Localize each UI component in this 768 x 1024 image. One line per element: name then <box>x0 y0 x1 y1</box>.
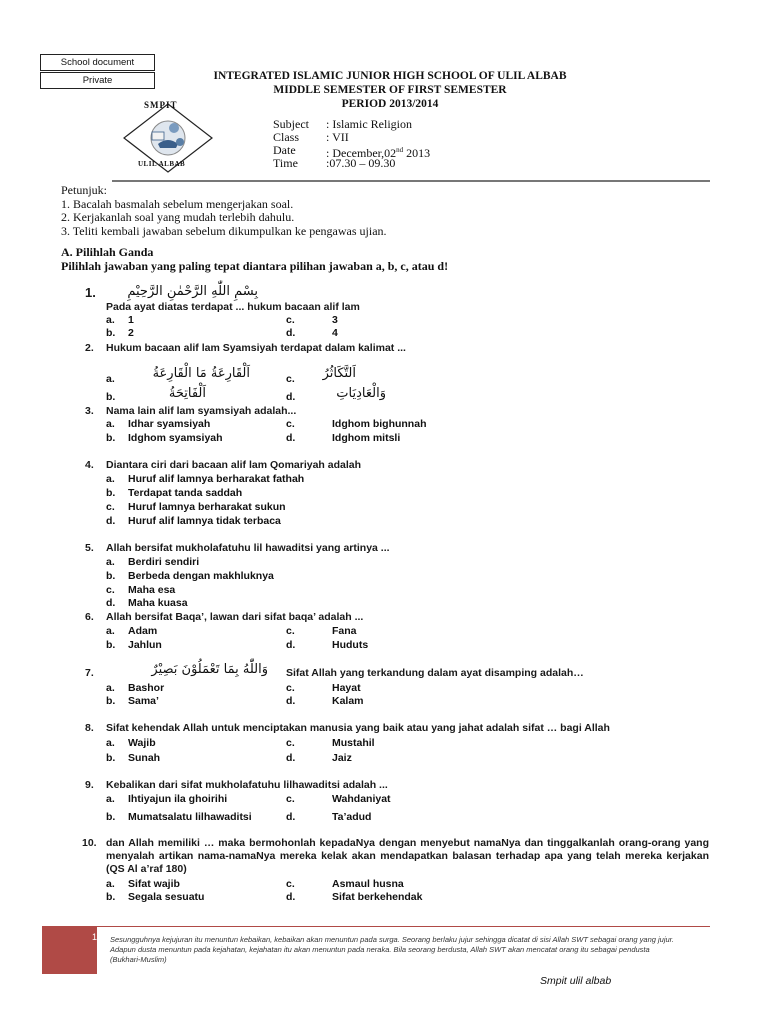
option-letter: d. <box>286 695 296 707</box>
exam-title: MIDDLE SEMESTER OF FIRST SEMESTER <box>273 84 507 96</box>
instructions <box>61 184 387 238</box>
option-letter: d. <box>286 891 296 903</box>
option-letter: b. <box>106 432 116 444</box>
option-letter: a. <box>106 737 115 749</box>
option-text: Jahlun <box>128 639 162 651</box>
question-number: 2. <box>85 342 94 354</box>
footer-signature: Smpit ulil albab <box>540 975 612 987</box>
option-letter: c. <box>106 501 115 513</box>
option-letter: b. <box>106 891 116 903</box>
option-letter: a. <box>106 473 115 485</box>
option-text: 1 <box>128 314 134 326</box>
option-text: Hayat <box>332 682 361 694</box>
option-letter: d. <box>286 811 296 823</box>
period-title: PERIOD 2013/2014 <box>341 98 439 110</box>
option-arabic: اَلْفَاتِحَةُ <box>168 386 206 401</box>
option-letter: a. <box>106 682 115 694</box>
question-number: 6. <box>85 611 94 623</box>
option-letter: b. <box>106 327 116 339</box>
question-number: 4. <box>85 459 94 471</box>
option-arabic: وَالْعَادِيَاتِ <box>336 386 386 401</box>
option-text: Huruf alif lamnya berharakat fathah <box>128 473 305 485</box>
footer-hadith: Sesungguhnya kejujuran itu menuntun kebaikan, kebaikan akan menuntun pada surga. Seorang berlaku jujur sehingga dicatat di sisi Allah SWT sebagai orang yang jujur. Adapun dusta menuntun pada kejahatan, kejahatan itu akan menuntun pada neraka. Bila seorang berdusta, Allah SWT akan mencatat orang itu sebagai pendusta (Bukhari-Muslim) <box>110 935 674 964</box>
question-text: Allah bersifat Baqa’, lawan dari sifat baqa’ adalah ... <box>106 611 364 623</box>
option-letter: b. <box>106 639 116 651</box>
option-text: Idhar syamsiyah <box>128 418 211 430</box>
instruction-item: 1. Bacalah basmalah sebelum mengerjakan soal. <box>61 196 294 211</box>
option-text: Berbeda dengan makhluknya <box>128 570 274 582</box>
option-text: Mumatsalatu lilhawaditsi <box>128 811 252 823</box>
option-letter: b. <box>106 391 116 403</box>
option-text: Adam <box>128 625 158 637</box>
option-text: Sifat berkehendak <box>332 891 423 903</box>
instructions-heading: Petunjuk: <box>61 183 108 197</box>
option-letter: b. <box>106 487 116 499</box>
option-letter: c. <box>286 793 295 805</box>
option-letter: a. <box>106 556 115 568</box>
question-text: Allah bersifat mukholafatuhu lil hawaditsi yang artinya ... <box>106 542 390 554</box>
option-text: Jaiz <box>332 752 352 764</box>
option-letter: d. <box>106 515 116 527</box>
option-letter: d. <box>286 327 296 339</box>
option-letter: b. <box>106 811 116 823</box>
meta-time-label: Time <box>273 156 298 170</box>
option-text: 3 <box>332 314 338 326</box>
option-text: Wahdaniyat <box>332 793 391 805</box>
option-letter: b. <box>106 695 116 707</box>
meta-subject-value: : Islamic Religion <box>326 117 412 131</box>
option-letter: c. <box>286 625 295 637</box>
option-text: Sama’ <box>128 695 159 707</box>
meta-date-value: : December,02nd 2013 <box>326 146 431 160</box>
option-letter: d. <box>106 597 116 609</box>
option-letter: a. <box>106 418 115 430</box>
option-text: Idghom mitsli <box>332 432 401 444</box>
school-logo <box>118 98 218 178</box>
option-text: Mustahil <box>332 737 375 749</box>
page-number: 1 <box>92 932 98 942</box>
option-letter: d. <box>286 391 296 403</box>
option-letter: c. <box>286 418 295 430</box>
question-text: Diantara ciri dari bacaan alif lam Qomariyah adalah <box>106 459 362 471</box>
header-divider <box>112 180 710 182</box>
option-text: 2 <box>128 327 134 339</box>
doc-privacy-label: Private <box>40 72 155 89</box>
option-letter: c. <box>286 314 295 326</box>
option-text: Maha kuasa <box>128 597 188 609</box>
option-text: Berdiri sendiri <box>128 556 200 568</box>
option-text: Huruf lamnya berharakat sukun <box>128 501 286 513</box>
question-number: 10. <box>82 837 97 849</box>
question-number: 3. <box>85 405 94 417</box>
doc-type-label: School document <box>40 54 155 71</box>
option-text: Ta’adud <box>332 811 372 823</box>
school-title: INTEGRATED ISLAMIC JUNIOR HIGH SCHOOL OF ULIL ALBAB <box>213 70 567 82</box>
option-letter: a. <box>106 625 115 637</box>
meta-subject-label: Subject <box>273 117 309 131</box>
meta-class-label: Class <box>273 130 300 144</box>
question-number: 7. <box>85 667 94 679</box>
question-text: dan Allah memiliki … maka bermohonlah kepadaNya dengan menyebut namaNya dan tinggalkanlah orang-orang yang menyalah artikan nama-namaNya mereka kelak akan mendapatkan balasan terhadap apa yang telah mereka kerjakan (QS Al a’raf 180) <box>106 837 709 875</box>
option-text: Ihtiyajun ila ghoirihi <box>128 793 228 805</box>
option-text: Fana <box>332 625 357 637</box>
option-text: Idghom syamsiyah <box>128 432 223 444</box>
question-number: 9. <box>85 779 94 791</box>
question-number: 8. <box>85 722 94 734</box>
option-letter: c. <box>286 682 295 694</box>
meta-date-label: Date <box>273 143 296 157</box>
option-letter: d. <box>286 752 296 764</box>
option-letter: b. <box>106 570 116 582</box>
option-text: Asmaul husna <box>332 878 404 890</box>
option-letter: c. <box>286 737 295 749</box>
question-text: Hukum bacaan alif lam Syamsiyah terdapat dalam kalimat ... <box>106 342 406 354</box>
question-arabic: بِسْمِ اللّٰهِ الرَّحْمٰنِ الرَّحِيْمِ <box>127 284 258 299</box>
option-letter: a. <box>106 373 115 385</box>
option-text: Bashor <box>128 682 165 694</box>
option-letter: a. <box>106 793 115 805</box>
logo-bottom-text: ULIL ALBAB <box>138 160 186 168</box>
option-text: Sifat wajib <box>128 878 180 890</box>
option-text: Segala sesuatu <box>128 891 205 903</box>
section-instruction: Pilihlah jawaban yang paling tepat diantara pilihan jawaban a, b, c, atau d! <box>61 259 449 273</box>
question-text: Pada ayat diatas terdapat ... hukum bacaan alif lam <box>106 301 360 313</box>
question-number: 5. <box>85 542 94 554</box>
option-letter: c. <box>286 878 295 890</box>
option-letter: b. <box>106 752 116 764</box>
meta-class-value: : VII <box>326 130 349 144</box>
option-text: Idghom bighunnah <box>332 418 427 430</box>
footer-divider <box>96 926 710 927</box>
option-text: 4 <box>332 327 338 339</box>
option-text: Wajib <box>128 737 156 749</box>
option-text: Sunah <box>128 752 161 764</box>
option-letter: c. <box>286 373 295 385</box>
instruction-item: 3. Teliti kembali jawaban sebelum dikumpulkan ke pengawas ujian. <box>61 223 387 238</box>
option-letter: c. <box>106 584 115 596</box>
option-arabic: اَلتَّكَاثُرُ <box>322 366 356 381</box>
option-letter: d. <box>286 432 296 444</box>
option-letter: a. <box>106 878 115 890</box>
question-text: Sifat kehendak Allah untuk menciptakan manusia yang baik atau yang jahat adalah sifat … bagi Allah <box>106 722 610 734</box>
question-text: Sifat Allah yang terkandung dalam ayat disamping adalah… <box>286 667 584 679</box>
question-number: 1. <box>85 285 96 300</box>
option-arabic: اَلْقَارِعَةُ مَا الْقَارِعَةُ <box>152 366 250 381</box>
question-text: Kebalikan dari sifat mukholafatuhu lilhawaditsi adalah ... <box>106 779 388 791</box>
question-text: Nama lain alif lam syamsiyah adalah... <box>106 405 297 417</box>
option-text: Huruf alif lamnya tidak terbaca <box>128 515 281 527</box>
option-text: Kalam <box>332 695 364 707</box>
question-arabic: وَاللّٰهُ بِمَا تَعْمَلُوْنَ بَصِيْرٌ <box>151 662 268 677</box>
instruction-item: 2. Kerjakanlah soal yang mudah terlebih dahulu. <box>61 210 295 224</box>
option-text: Maha esa <box>128 584 176 596</box>
option-letter: d. <box>286 639 296 651</box>
option-text: Huduts <box>332 639 369 651</box>
section-heading: A. Pilihlah Ganda <box>61 245 154 259</box>
option-text: Terdapat tanda saddah <box>128 487 243 499</box>
meta-time-value: :07.30 – 09.30 <box>326 156 396 170</box>
page-number-box <box>42 926 97 974</box>
logo-top-text: SMPIT <box>144 100 178 110</box>
option-letter: a. <box>106 314 115 326</box>
